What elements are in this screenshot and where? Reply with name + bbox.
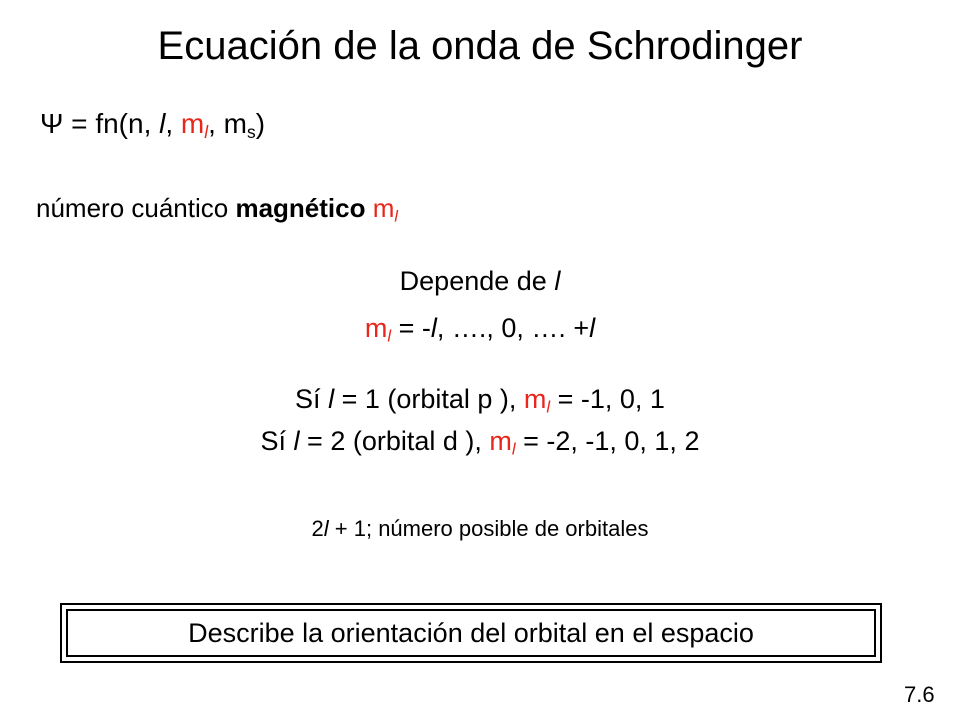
psi-symbol: Ψ bbox=[40, 108, 64, 139]
statement-text: Describe la orientación del orbital en el espacio bbox=[66, 609, 876, 657]
slide-title: Ecuación de la onda de Schrodinger bbox=[157, 24, 803, 68]
depends-on-l: Depende de l bbox=[399, 266, 561, 296]
ml-term: $m_l$ bbox=[180, 108, 209, 142]
statement-box bbox=[60, 603, 882, 663]
slide-number: 7.6 bbox=[904, 682, 935, 707]
ml-term: $m_l$ bbox=[523, 384, 551, 417]
ml-term: $m_l$ bbox=[489, 426, 516, 459]
ml-term: $m_l$ bbox=[364, 313, 392, 346]
wavefunction-definition: Ψ = fn(n, l, $m_l$, $m_s$) bbox=[40, 108, 266, 142]
number-of-orbitals-note: 2l + 1; número posible de orbitales bbox=[311, 516, 649, 541]
example-p-orbital: Sí l = 1 (orbital p ), $m_l = -1$, 0, 1 bbox=[295, 384, 665, 417]
example-d-orbital: Sí l = 2 (orbital d ), $m_l = -2$, -1, 0, 1, 2 bbox=[260, 426, 700, 459]
ml-term: $m_l$ bbox=[365, 193, 398, 226]
magnetic-quantum-number-heading: número cuántico magnético $m_l$ bbox=[36, 193, 398, 226]
ml-range: $m_l = -l$, …., 0, …. +l bbox=[364, 313, 596, 346]
